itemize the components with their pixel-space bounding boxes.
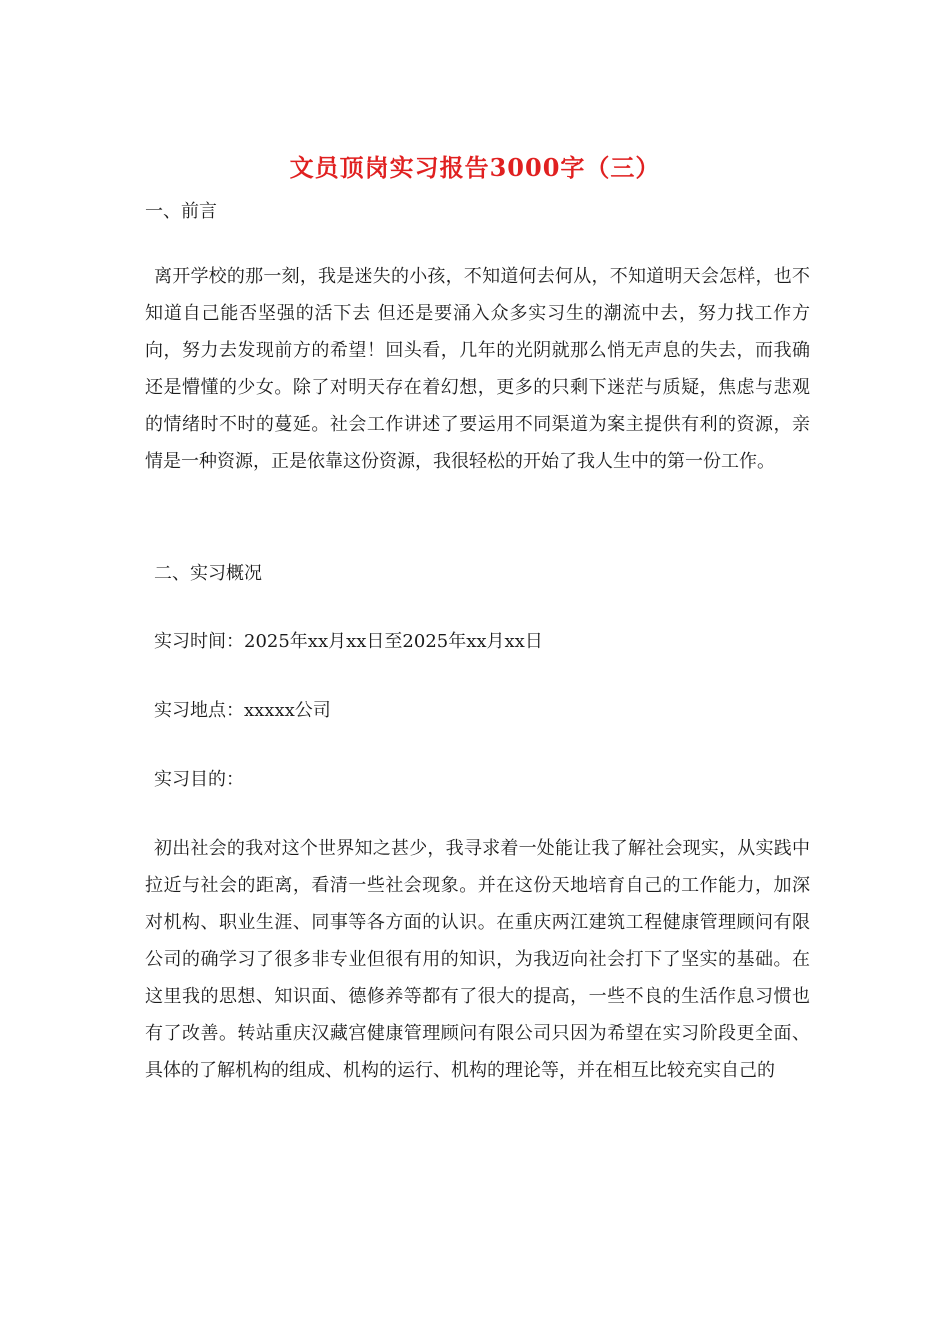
preface-paragraph: 离开学校的那一刻，我是迷失的小孩，不知道何去何从，不知道明天会怎样，也不知道自己能否坚强的活下去 但还是要涌入众多实习生的潮流中去，努力找工作方向，努力去发现前方的希望！回头看，几年的光阴就那么悄无声息的失去，而我确还是懵懂的少女。除了对明天存在着幻想，更多的只剩下迷茫与质疑，焦虑与悲观的情绪时不时的蔓延。社会工作讲述了要运用不同渠道为案主提供有利的资源，亲情是一种资源，正是依靠这份资源，我很轻松的开始了我人生中的第一份工作。: [145, 266, 810, 472]
internship-purpose-label: 实习目的：: [154, 769, 244, 790]
section-heading-overview: 二、实习概况: [154, 563, 262, 584]
internship-time: 实习时间：2025年xx月xx日至2025年xx月xx日: [154, 631, 543, 652]
section-heading-preface: 一、前言: [145, 201, 217, 222]
internship-place: 实习地点：xxxxx公司: [154, 700, 331, 721]
purpose-paragraph: 初出社会的我对这个世界知之甚少，我寻求着一处能让我了解社会现实，从实践中拉近与社会的距离，看清一些社会现象。并在这份天地培育自己的工作能力，加深对机构、职业生涯、同事等各方面的认识。在重庆两江建筑工程健康管理顾问有限公司的确学习了很多非专业但很有用的知识，为我迈向社会打下了坚实的基础。在这里我的思想、知识面、德修养等都有了很大的提高，一些不良的生活作息习惯也有了改善。转站重庆汉藏宫健康管理顾问有限公司只因为希望在实习阶段更全面、具体的了解机构的组成、机构的运行、机构的理论等，并在相互比较充实自己的: [145, 838, 810, 1081]
document-title: 文员顶岗实习报告3000字（三）: [289, 153, 661, 182]
